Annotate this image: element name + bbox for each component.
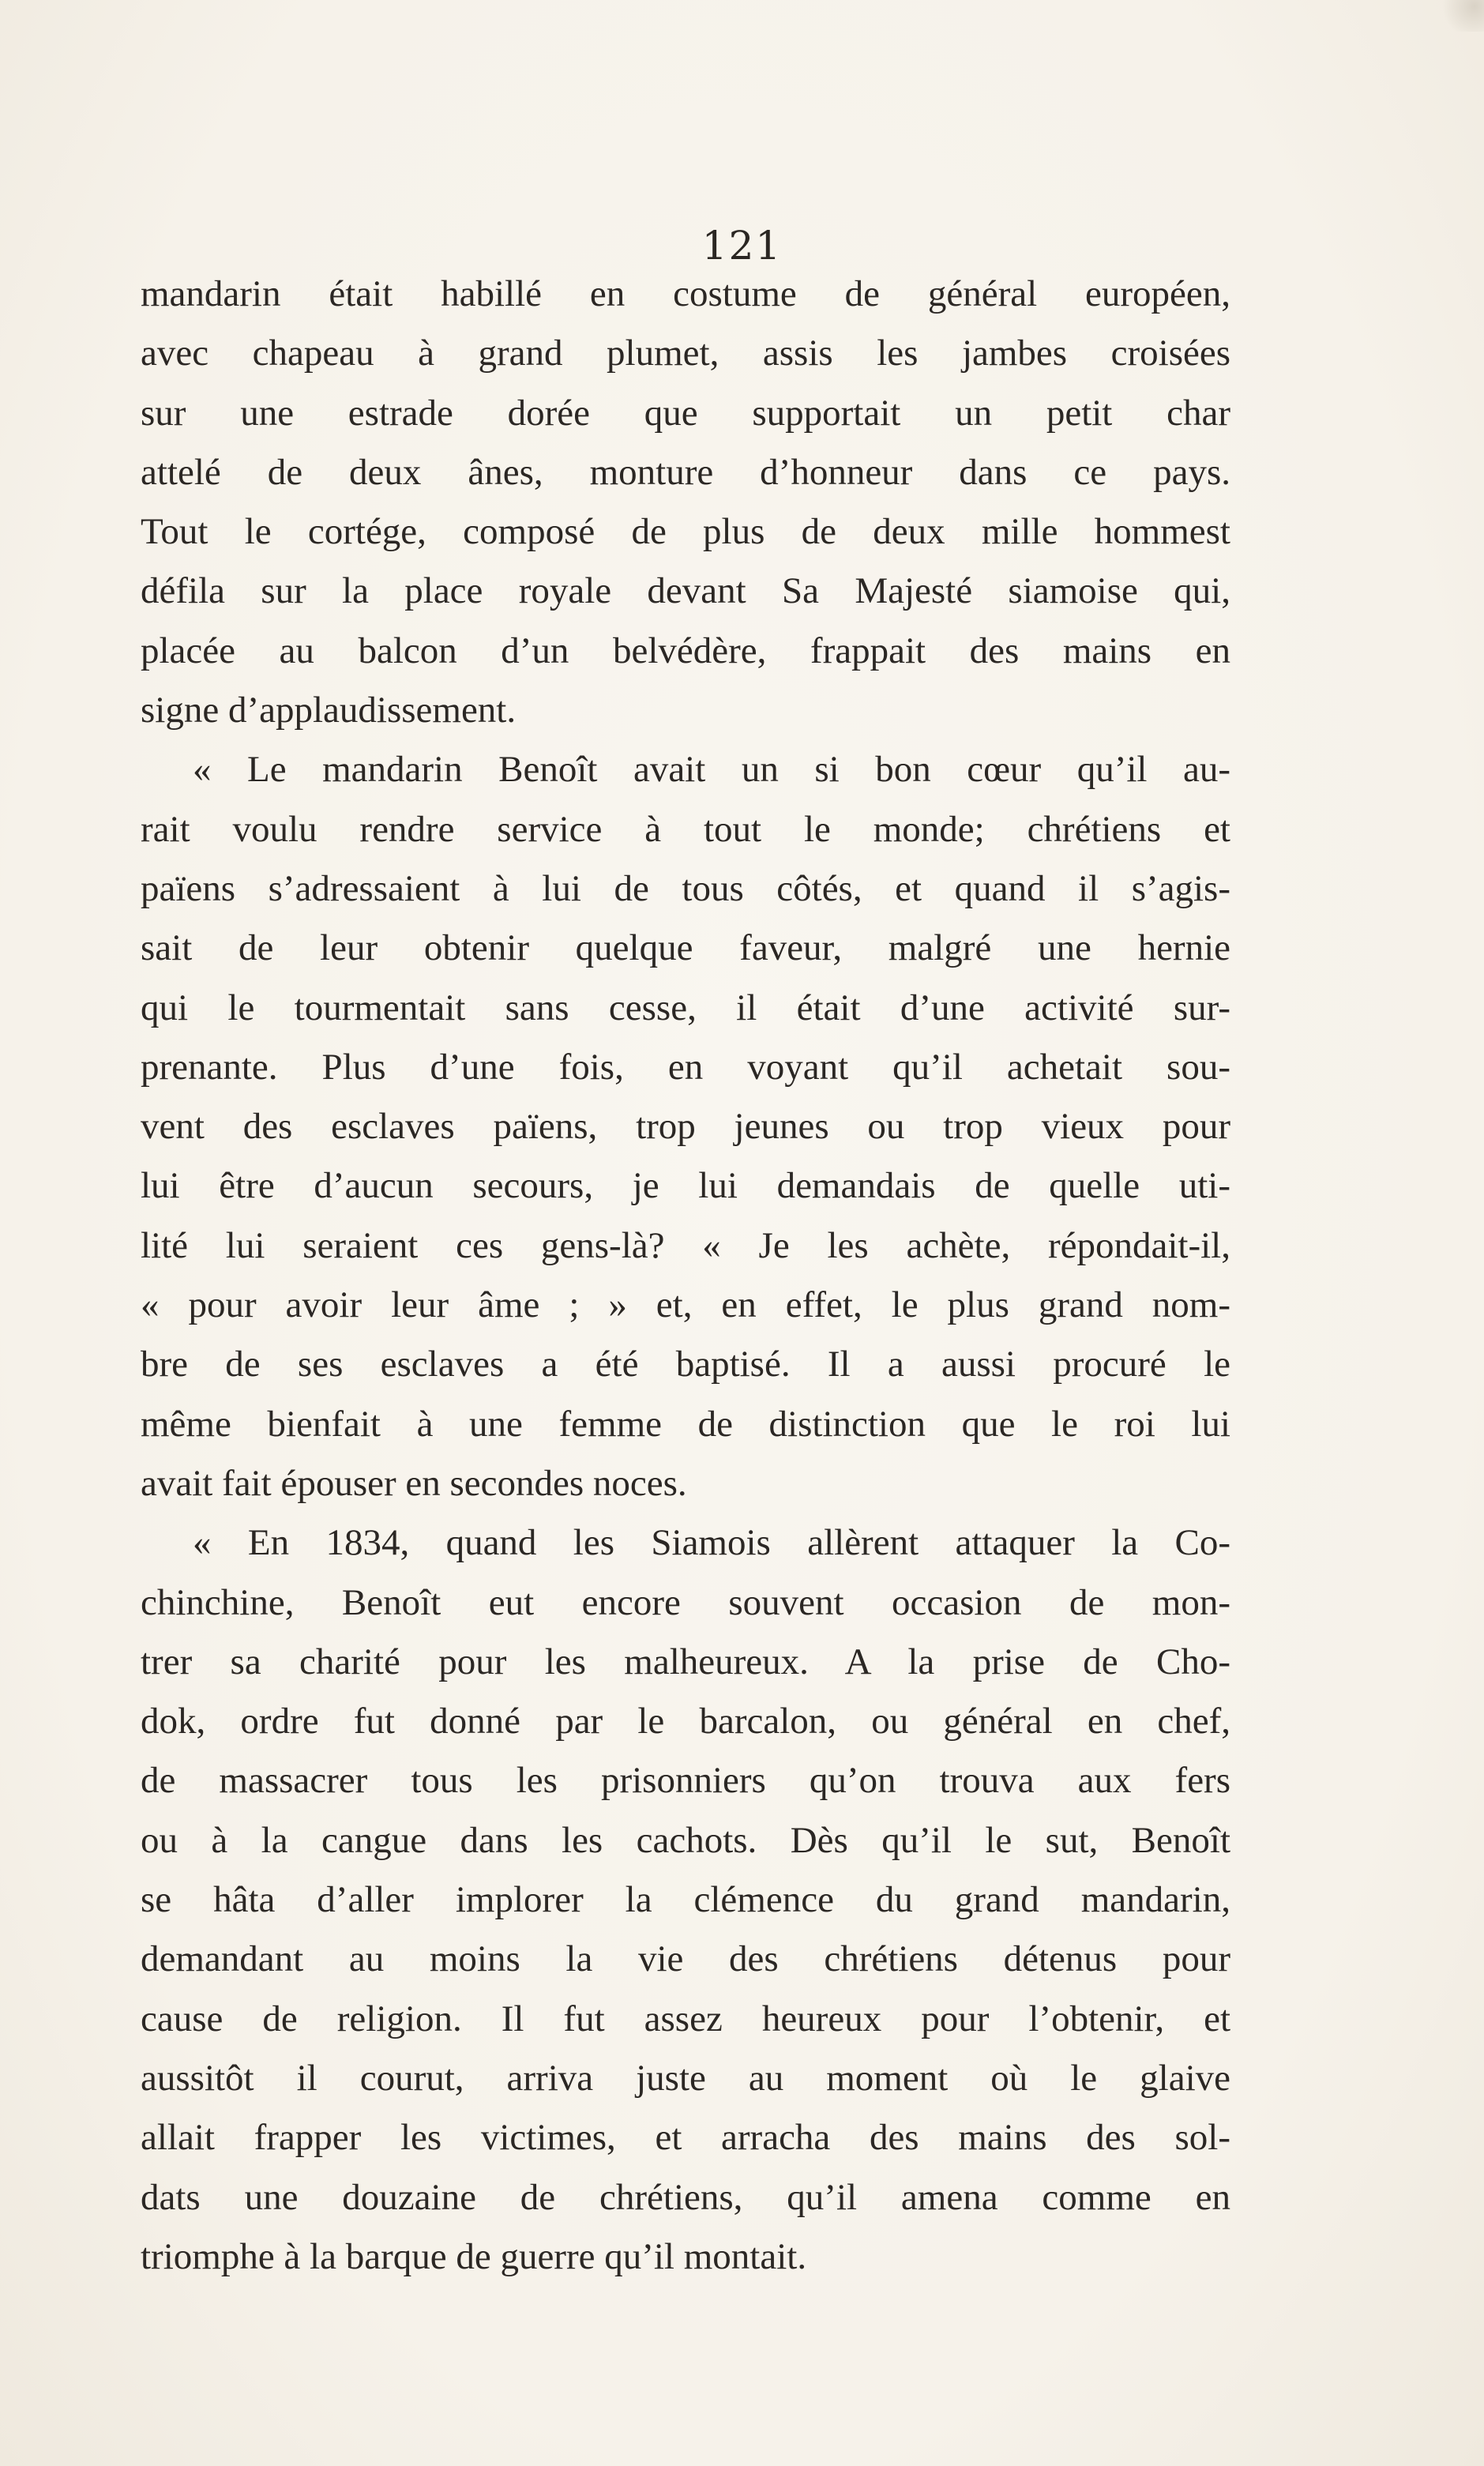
text-line: sur une estrade dorée que supportait un petit char (141, 392, 1230, 434)
text-line: rait voulu rendre service à tout le monde; chrétiens et (141, 808, 1230, 850)
text-line: païens s’adressaient à lui de tous côtés, et quand il s’agis- (141, 867, 1230, 909)
text-line: trer sa charité pour les malheureux. A la prise de Cho- (141, 1641, 1230, 1682)
text-line: « pour avoir leur âme ; » et, en effet, le plus grand nom- (141, 1284, 1230, 1326)
text-line: ou à la cangue dans les cachots. Dès qu’il le sut, Benoît (141, 1819, 1230, 1861)
text-line: dok, ordre fut donné par le barcalon, ou général en chef, (141, 1701, 1230, 1742)
text-line: même bienfait à une femme de distinction que le roi lui (141, 1403, 1230, 1445)
text-line: aussitôt il courut, arriva juste au moment où le glaive (141, 2057, 1230, 2099)
text-line: mandarin était habillé en costume de général européen, (141, 273, 1230, 314)
text-line: bre de ses esclaves a été baptisé. Il a aussi procuré le (141, 1344, 1230, 1385)
text-line: Tout le cortége, composé de plus de deux mille hommest (141, 511, 1230, 553)
text-line: défila sur la place royale devant Sa Majesté siamoise qui, (141, 570, 1230, 612)
text-line: « Le mandarin Benoît avait un si bon cœur qu’il au- (193, 749, 1230, 791)
text-line: prenante. Plus d’une fois, en voyant qu’il achetait sou- (141, 1046, 1230, 1088)
text-line: qui le tourmentait sans cesse, il était d’une activité sur- (141, 987, 1230, 1028)
text-line: vent des esclaves païens, trop jeunes ou trop vieux pour (141, 1106, 1230, 1148)
text-line: sait de leur obtenir quelque faveur, malgré une hernie (141, 927, 1230, 969)
body-text (141, 265, 1230, 2287)
text-line: triomphe à la barque de guerre qu’il montait. (141, 2235, 807, 2277)
text-line: dats une douzaine de chrétiens, qu’il amena comme en (141, 2176, 1230, 2218)
text-line: lui être d’aucun secours, je lui demandais de quelle uti- (141, 1165, 1230, 1207)
text-line: signe d’applaudissement. (141, 690, 517, 731)
text-line: demandant au moins la vie des chrétiens détenus pour (141, 1938, 1230, 1980)
text-line: avait fait épouser en secondes noces. (141, 1462, 687, 1504)
text-line: lité lui seraient ces gens-là? « Je les achète, répondait-il, (141, 1224, 1230, 1266)
text-line: chinchine, Benoît eut encore souvent occasion de mon- (141, 1581, 1230, 1623)
text-line: de massacrer tous les prisonniers qu’on trouva aux fers (141, 1760, 1230, 1802)
text-line: placée au balcon d’un belvédère, frappait des mains en (141, 630, 1230, 671)
text-line: avec chapeau à grand plumet, assis les jambes croisées (141, 333, 1230, 374)
paper-stain (1437, 0, 1484, 32)
text-line: cause de religion. Il fut assez heureux pour l’obtenir, et (141, 1998, 1230, 2039)
text-line: se hâta d’aller implorer la clémence du grand mandarin, (141, 1879, 1230, 1921)
text-line: « En 1834, quand les Siamois allèrent attaquer la Co- (193, 1522, 1230, 1564)
page-number: 121 (701, 223, 783, 269)
text-line: attelé de deux ânes, monture d’honneur dans ce pays. (141, 451, 1230, 493)
text-line: allait frapper les victimes, et arracha des mains des sol- (141, 2117, 1230, 2159)
